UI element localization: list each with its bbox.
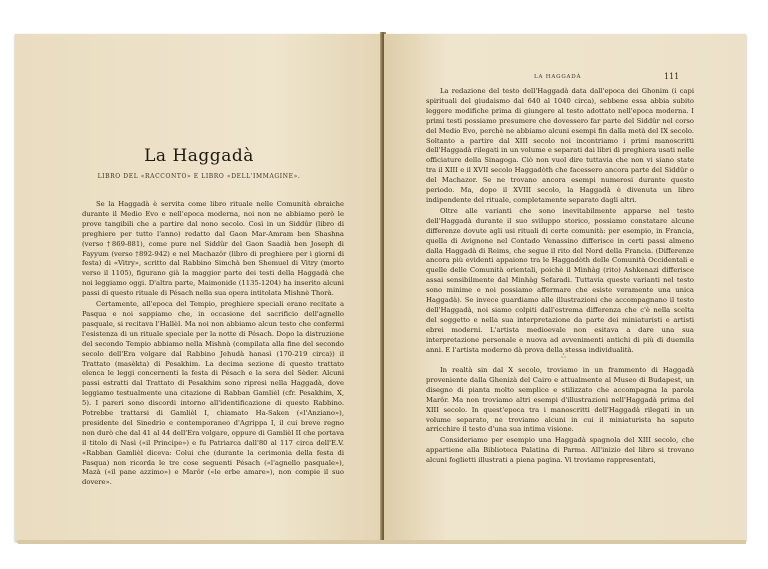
chapter-subtitle: LIBRO DEL «RACCONTO» E LIBRO «DELL'IMMAGINE». <box>97 173 301 180</box>
chapter-title: La Haggadà <box>144 146 254 166</box>
left-page-body <box>82 200 344 530</box>
paragraph: In realtà sin dal X secolo, troviamo in un frammento di Haggadà proveniente dalla Ghenizà del Cairo e attualmente al Museo di Budapest, un disegno di pianta molto semplice e stilizzato che accompagna la parola Marôr. Ma non troviamo altri esempi d'illustrazioni nell'Haggadà prima del XIII secolo. In quest'epoca tra i manoscritti dell'Haggadà rilegati in un volume separato, ne troviamo alcuni in cui il miniaturista ha saputo arricchire il testo d'una sua intima visione. <box>426 366 694 434</box>
left-page <box>15 34 383 541</box>
running-head: LA HAGGADÀ <box>534 74 582 80</box>
paragraph: Consideriamo per esempio una Haggadà spagnola del XIII secolo, che appartiene alla Biblioteca Palatina di Parma. All'inizio del libro si trovano alcuni foglietti illustrati a piena pagina. Vi troviamo rappresentati, <box>426 436 694 465</box>
paragraph: Oltre alle varianti che sono inevitabilmente apparse nel testo dell'Haggadà durante il suo sviluppo storico, possiamo constatare alcune differenze dovute agli usi rituali di certe comunità: per esempio, in Francia, quella di Avignone nel Contado Venassino differisce in certi passi almeno dalla Haggadà di Reims, che segue il rito del Nord della Francia. (Differenze ancora più evidenti appaiono tra le Haggadòth delle Comunità Occidentali e quelle delle Comunità orientali, poichè il Minhàg (rito) Ashkenazi differisce assai sensibilmente dal Minhàg Sefaradi. Tuttavia queste varianti nel testo sono minime e noi possiamo affermare che esiste veramente una unica Haggadà). Se invece guardiamo alle illustrazioni che accompagnano il testo dell'Haggadà, noi siamo colpiti dall'estrema differenza che c'è nella scelta del soggetto e nella sua interpretazione da parte dei miniaturisti e artisti ebrei moderni. L'artista medioevale non esitava a dare una sua interpretazione personale e nuova ad avvenimenti antichi di più di duemila anni. E l'artista moderno dà prova della stessa individualità. <box>426 206 694 354</box>
right-page-body-bottom <box>426 366 694 536</box>
right-page <box>384 34 746 541</box>
section-ornament: ∴ <box>561 352 569 360</box>
right-page-body-top <box>426 87 694 354</box>
page-edges <box>18 540 746 544</box>
paragraph: Se la Haggadà è servita come libro rituale nelle Comunità ebraiche durante il Medio Evo e nell'epoca moderna, noi non ne abbiamo però le prove tangibili che a partire dal nono secolo. Così in un Siddûr (libro di preghiere per tutto l'anno) redatto dal Gaon Mar-Amram ben Shashna (verso †869-881), come pure nel Siddûr del Gaon Saadià ben Joseph di Fayyum (verso †892-942) e nel Machazôr (libro di preghiere per i giorni di festa) di «Vitry», scritto dal Rabbino Simchà ben Shemuel di Vitry (morto verso il 1105), figurano già la maggior parte dei testi della Haggadà che noi leggiamo oggi. D'altra parte, Maimonide (1135-1204) ha inserito alcuni passi di questo rituale di Pésach nella sua opera intitolata Mishnè Thorà. <box>82 200 344 298</box>
page-number: 111 <box>664 72 680 81</box>
paragraph: La redazione del testo dell'Haggadà data dall'epoca dei Ghonim (i capi spirituali del giudaismo dal 640 al 1040 circa), sebbene essa abbia subito leggere modifiche prima di giungere al testo adottato nell'epoca moderna. I primi testi possiamo presumere che dovessero far parte del Siddûr nel corso del Medio Evo, perchè ne abbiamo alcuni esempi fin dalla metà del IX secolo. Soltanto a partire dal XIII secolo noi incontriamo i primi manoscritti dell'Haggadà rilegati in un volume e separati dai libri di preghiera usati nelle officiature della Sinagoga. Ciò non vuol dire tuttavia che non vi siano state tra il XIII e il XVII secolo Haggadòth che facessero ancora parte del Siddûr o del Machazor. Se ne trovano ancora esempi numerosi durante questo periodo. Ma, dopo il XVIII secolo, la Haggadà è divenuta un libro indipendente del rituale, completamente separato dagli altri. <box>426 87 694 204</box>
paragraph: Certamente, all'epoca del Tempio, preghiere speciali erano recitate a Pasqua e noi sappiamo che, in occasione del sacrificio dell'agnello pasquale, si recitava l'Hallèl. Ma noi non abbiamo alcun testo che confermi l'esistenza di un rituale speciale per la notte di Pésach. Dopo la distruzione del secondo Tempio abbiamo nella Mishnà (compilata alla fine del secondo secolo dell'Era volgare dal Rabbino Jehudà hanasì (170-219 circa)) il Trattato (masèkta) di Pesakhim. La decima sezione di questo trattato elenca le leggi concernenti la festa di Pésach e la sera del Sèder. Alcuni passi estratti dal Trattato di Pesakhim sono ripresi nella Haggadà, dove leggiamo testualmente una citazione di Rabban Gamlièl (cfr. Pesakhim, X, 5). I pareri sono discordi intorno all'identificazione di questo Rabbino. Potrebbe trattarsi di Gamlièl I, chiamato Ha-Saken («l'Anziano»), presidente del Sinedrio e contemporaneo d'Agrippa I, il cui breve regno non durò che dal 41 al 44 dell'Era volgare, oppure di Gamlièl II che portava il titolo di Nasì («il Principe») e fu Patriarca dall'80 al 117 circa dell'E.V. «Rabban Gamlièl diceva: Colui che (durante la cerimonia della festa di Pasqua) non ricorda le tre cose seguenti Pésach («l'agnello pasquale»), Mazà («il pane azzimo») e Marôr («le erbe amare»), non compie il suo dovere». <box>82 300 344 487</box>
